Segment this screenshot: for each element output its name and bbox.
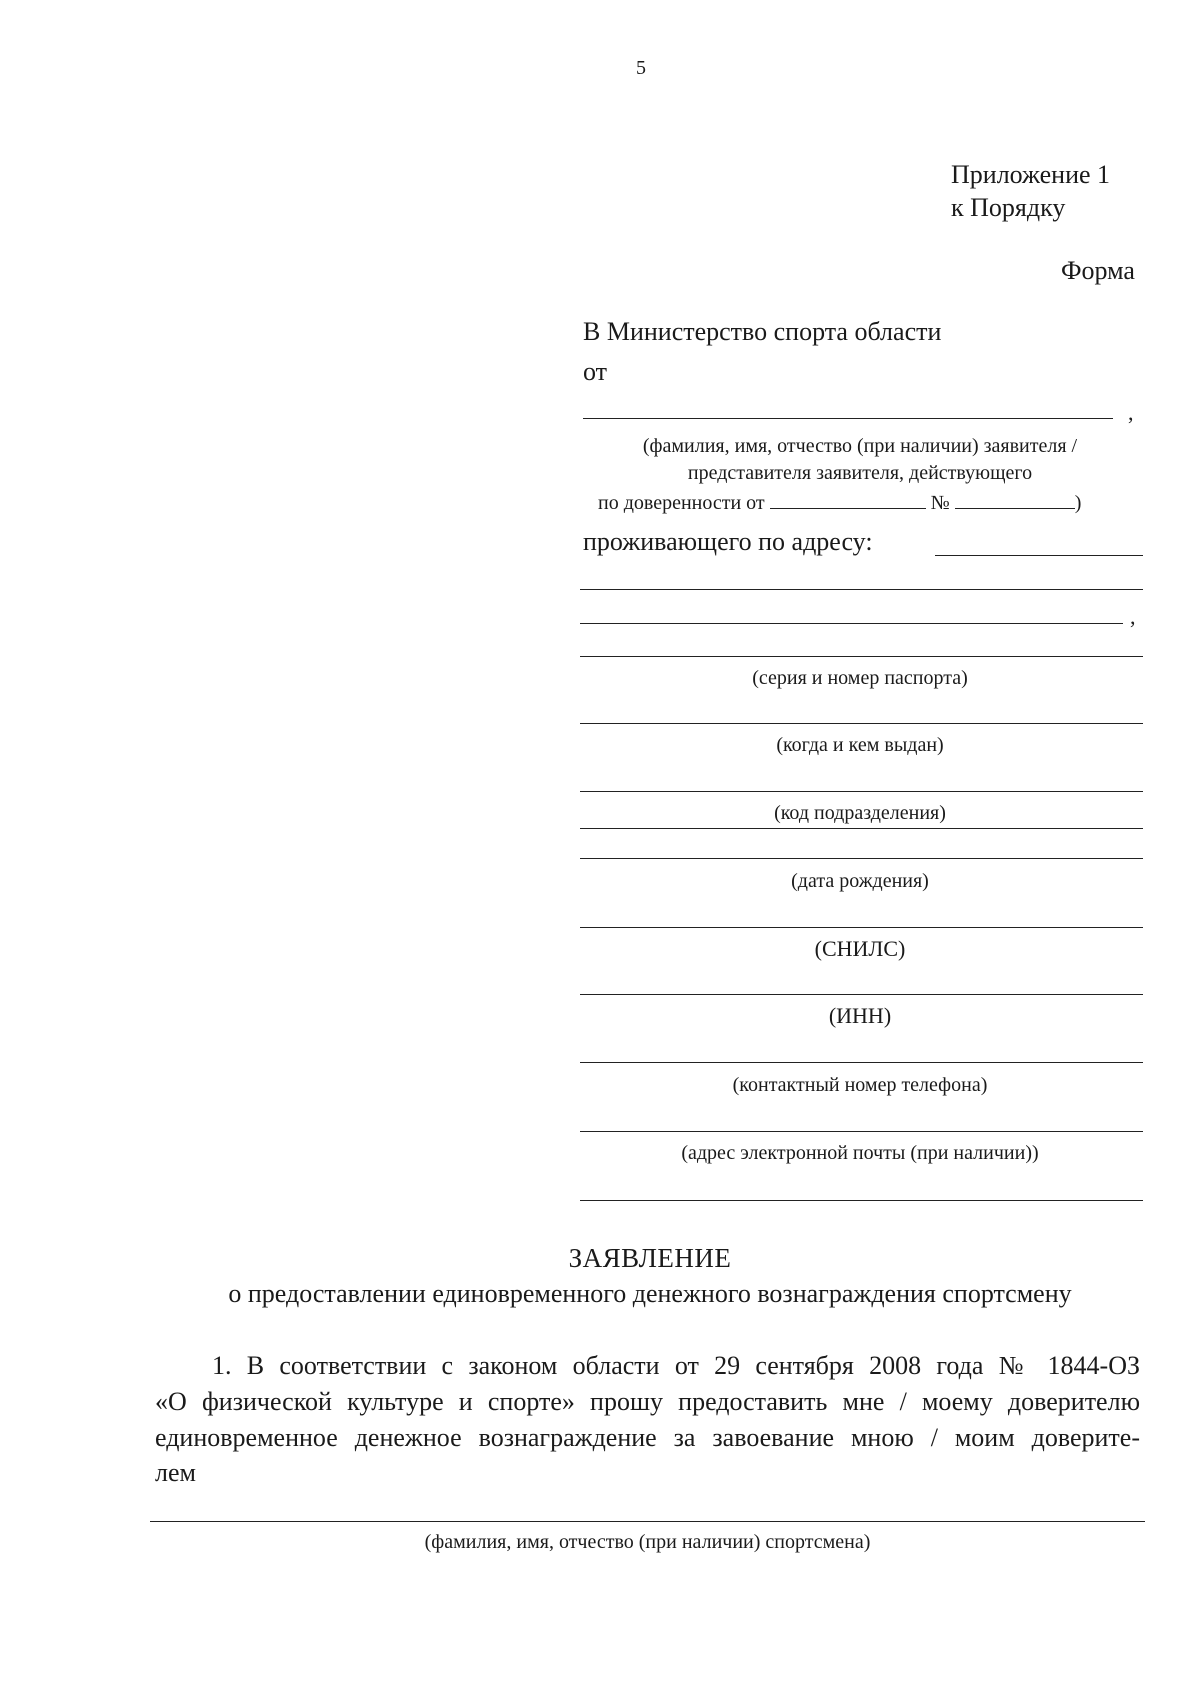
phone-caption: (контактный номер телефона) (732, 1074, 988, 1096)
power-of-attorney-number-sign: № (930, 492, 950, 514)
birth-date-line (580, 858, 1143, 859)
appendix-title: Приложение 1 (951, 160, 1111, 189)
applicant-caption-line2: представителя заявителя, действующего (687, 462, 1033, 484)
paragraph1-line4: лем (155, 1458, 196, 1487)
applicant-caption-line1: (фамилия, имя, отчество (при наличии) заявителя / (642, 435, 1078, 457)
inn-line (580, 994, 1143, 995)
division-code-line (580, 791, 1143, 792)
email-line-lower (580, 1200, 1143, 1201)
paragraph1-line3: единовременное денежное вознаграждение за завоевание мною / моим доверите- (155, 1423, 1140, 1452)
snils-line (580, 927, 1143, 928)
issued-caption: (когда и кем выдан) (776, 734, 944, 756)
form-label: Форма (1061, 256, 1135, 285)
applicant-name-line (583, 418, 1113, 419)
addressee-ministry: В Министерство спорта области (583, 317, 942, 346)
paragraph1-line2: «О физической культуре и спорте» прошу предоставить мне / моему доверителю (155, 1387, 1140, 1416)
appendix-reference: к Порядку (951, 193, 1066, 222)
page-number: 5 (636, 57, 646, 79)
power-of-attorney-date-blank (770, 490, 926, 509)
addressee-from-label: от (583, 357, 608, 386)
power-of-attorney-number-blank (955, 490, 1075, 509)
birth-date-caption: (дата рождения) (791, 870, 929, 892)
division-code-caption: (код подразделения) (774, 802, 946, 824)
residence-line-2 (580, 589, 1143, 590)
paragraph1-line1: 1. В соответствии с законом области от 29 сентября 2008 года № 1844-ОЗ (212, 1351, 1140, 1380)
residence-line-1 (935, 555, 1143, 556)
birth-date-line-upper (580, 828, 1143, 829)
passport-line (580, 656, 1143, 657)
issued-line (580, 723, 1143, 724)
snils-caption: (СНИЛС) (814, 936, 906, 961)
statement-subtitle: о предоставлении единовременного денежного вознаграждения спортсмену (228, 1279, 1072, 1308)
email-line (580, 1131, 1143, 1132)
power-of-attorney-prefix: по доверенности от (598, 492, 765, 514)
applicant-name-comma: , (1128, 400, 1134, 425)
residence-line-3 (580, 623, 1123, 624)
athlete-name-line (150, 1521, 1145, 1522)
power-of-attorney-line (598, 490, 1158, 515)
residence-label: проживающего по адресу: (583, 527, 873, 556)
athlete-caption: (фамилия, имя, отчество (при наличии) спортсмена) (424, 1531, 871, 1553)
phone-line (580, 1062, 1143, 1063)
statement-title: ЗАЯВЛЕНИЕ (568, 1243, 732, 1273)
email-caption: (адрес электронной почты (при наличии)) (681, 1142, 1039, 1164)
passport-caption: (серия и номер паспорта) (752, 667, 968, 689)
power-of-attorney-close-paren: ) (1074, 492, 1082, 514)
inn-caption: (ИНН) (828, 1003, 892, 1028)
residence-comma: , (1130, 604, 1136, 629)
